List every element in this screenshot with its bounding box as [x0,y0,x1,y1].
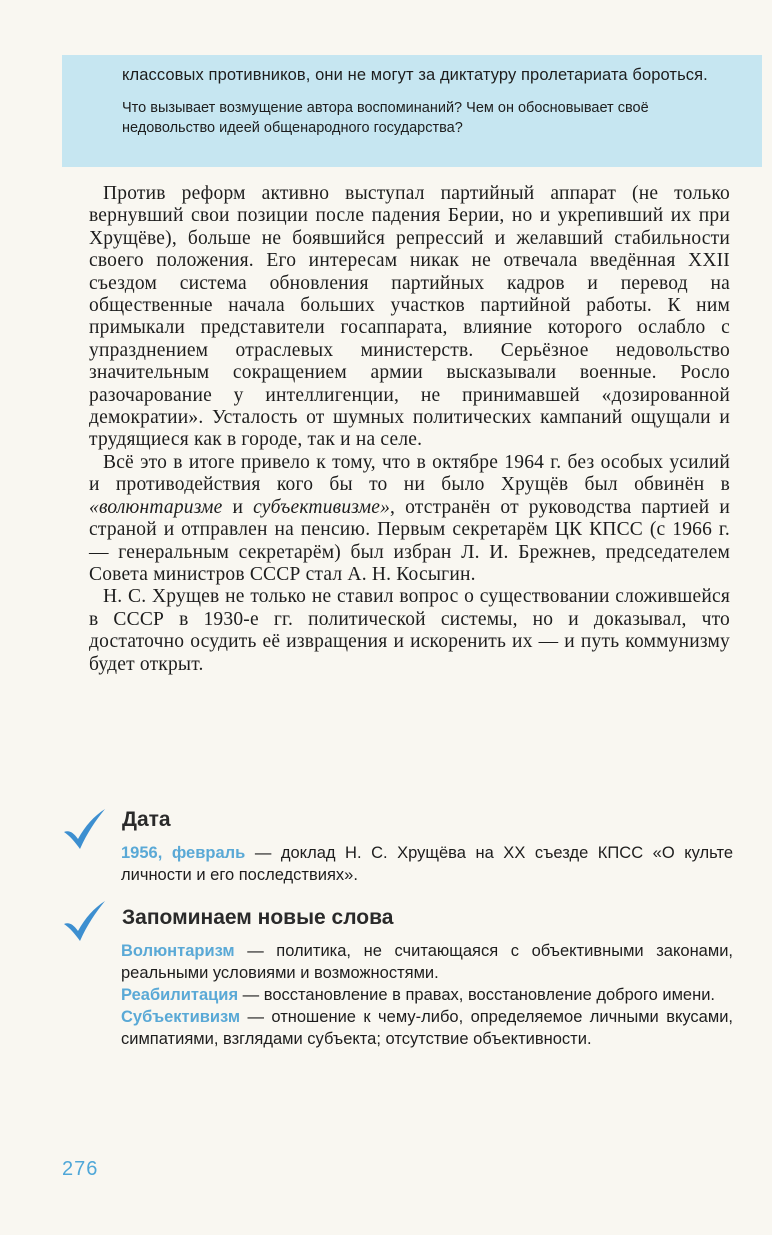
source-quote-text: классовых противников, они не могут за диктатуру пролетариата бороться. [122,66,708,84]
paragraph-2-and: и [222,496,254,518]
checkmark-icon [62,808,106,850]
date-section [62,808,762,898]
new-words-section [62,900,762,1100]
paragraph-2-end: , отстранён от руководства партией и страной и отправлен на пенсию. Первым секретарём ЦК КПСС (с 1966 г. — генеральным секретарём) был избран Л. И. Брежнев, председателем Совета министров СССР стал А. Н. Косыгин. [89,496,730,585]
word-term: Субъективизм [121,1008,241,1026]
word-term: Волюнтаризм [121,942,235,960]
paragraph-1: Против реформ активно выступал партийный аппарат (не только вернувший свои позиции после падения Берии, но и укрепивший их при Хрущёве), больше не боявшийся репрессий и желавший стабильности своего положения. Его интересам никак не отвечала введённая XXII съездом система обновления партийных кадров и перевод на общественные начала больших участков партийной работы. К ним примыкали представители госаппарата, влияние которого ослабло с упразднением отраслевых министерств. Серьёзное недовольство значительным сокращением армии высказывали военные. Росло разочарование у интеллигенции, не принимавшей «дозированной демократии». Усталость от шумных политических кампаний ощущали и трудящиеся как в городе, так и на селе. [89,183,730,451]
word-term: Реабилитация [121,986,239,1004]
checkmark-icon [62,900,106,942]
word-definition: — политика, не считающаяся с объективными законами, реальными условиями и возможностями. [121,942,733,982]
date-text: — доклад Н. С. Хрущёва на XX съезде КПСС «О культе личности и его последствиях». [121,844,734,884]
date-highlight: 1956, февраль [121,844,246,862]
new-words-title: Запоминаем новые слова [122,906,394,929]
date-entry [121,842,733,886]
word-entry [121,940,733,984]
word-entry [121,984,733,1006]
page-number: 276 [62,1158,99,1180]
source-question-text: Что вызывает возмущение автора воспоминаний? Чем он обосновывает своё недовольство идеей общенародного государства? [122,100,649,136]
word-definition: — восстановление в правах, восстановление доброго имени. [238,986,715,1004]
new-words-body [121,940,733,1050]
main-text [89,183,730,676]
term-subjectivism-inline: субъективизме» [253,496,391,518]
date-section-body [121,842,733,886]
date-section-title: Дата [122,808,171,831]
word-definition: — отношение к чему-либо, определяемое личными вкусами, симпатиями, взглядами субъекта; отсутствие объективности. [121,1008,733,1048]
paragraph-2 [89,452,730,586]
paragraph-3: Н. С. Хрущев не только не ставил вопрос о существовании сложившейся в СССР в 1930-е гг. политической системы, но и доказывал, что достаточно осудить её извращения и искоренить их — и путь коммунизму будет открыт. [89,586,730,675]
source-quote-box [62,55,762,167]
paragraph-2-start: Всё это в итоге привело к тому, что в октябре 1964 г. без особых усилий и противодействия кого бы то ни было Хрущёв был обвинён в [89,451,730,496]
term-voluntarism-inline: «волюнтаризме [89,496,223,518]
word-entry [121,1006,733,1050]
